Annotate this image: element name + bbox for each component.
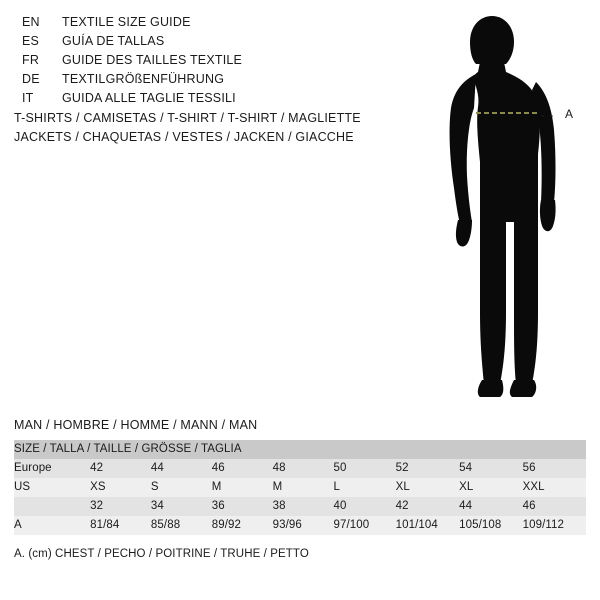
row-label-europe: Europe [14,459,90,478]
table-cell: 48 [273,459,334,478]
language-text-it: GUIDA ALLE TAGLIE TESSILI [62,91,236,105]
table-cell: 81/84 [90,516,151,535]
table-header-row [14,440,586,459]
language-row [22,34,382,53]
silhouette-svg [410,12,590,402]
table-header-label: SIZE / TALLA / TAILLE / GRÖSSE / TAGLIA [14,440,586,459]
table-cell: 42 [396,497,460,516]
table-cell: 101/104 [396,516,460,535]
table-cell: XL [459,478,523,497]
language-code-it: IT [22,91,34,105]
table-cell: 42 [90,459,151,478]
table-row [14,516,586,535]
table-cell: 56 [523,459,586,478]
table-cell: 34 [151,497,212,516]
table-cell: M [212,478,273,497]
table-cell: 50 [333,459,395,478]
table-footnote: A. (cm) CHEST / PECHO / POITRINE / TRUHE / PETTO [14,548,309,560]
product-line-jackets: JACKETS / CHAQUETAS / VESTES / JACKEN / GIACCHE [14,130,354,144]
language-text-es: GUÍA DE TALLAS [62,34,165,48]
language-text-de: TEXTILGRÖßENFÜHRUNG [62,72,225,86]
language-code-en: EN [22,15,40,29]
male-silhouette-figure [410,12,590,402]
language-row [22,53,382,72]
table-cell: XL [396,478,460,497]
table-cell: XXL [523,478,586,497]
measure-marker-label-a: A [565,107,574,121]
language-text-en: TEXTILE SIZE GUIDE [62,15,191,29]
table-cell: 89/92 [212,516,273,535]
table-cell: M [273,478,334,497]
table-cell: 109/112 [523,516,586,535]
table-cell: 93/96 [273,516,334,535]
table-cell: 40 [333,497,395,516]
table-cell: 46 [212,459,273,478]
table-cell: 36 [212,497,273,516]
language-row [22,15,382,34]
language-code-es: ES [22,34,40,48]
size-table [14,440,586,535]
table-cell: L [333,478,395,497]
table-cell: 32 [90,497,151,516]
language-header-block [22,15,382,110]
table-cell: 44 [459,497,523,516]
table-cell: 105/108 [459,516,523,535]
row-label-us: US [14,478,90,497]
table-cell: S [151,478,212,497]
row-label-blank [14,497,90,516]
row-label-a: A [14,516,90,535]
language-text-fr: GUIDE DES TAILLES TEXTILE [62,53,243,67]
table-row [14,478,586,497]
product-line-tshirts: T-SHIRTS / CAMISETAS / T-SHIRT / T-SHIRT / MAGLIETTE [14,111,361,125]
table-cell: 85/88 [151,516,212,535]
table-cell: 44 [151,459,212,478]
table-row [14,497,586,516]
table-cell: 38 [273,497,334,516]
table-row [14,459,586,478]
table-cell: 52 [396,459,460,478]
table-cell: XS [90,478,151,497]
language-code-de: DE [22,72,40,86]
table-cell: 97/100 [333,516,395,535]
language-row [22,91,382,110]
language-row [22,72,382,91]
table-cell: 46 [523,497,586,516]
table-cell: 54 [459,459,523,478]
language-code-fr: FR [22,53,40,67]
table-section-title: MAN / HOMBRE / HOMME / MANN / MAN [14,418,258,432]
measure-leader-dash: - - [541,110,555,122]
product-category-block [14,111,361,149]
